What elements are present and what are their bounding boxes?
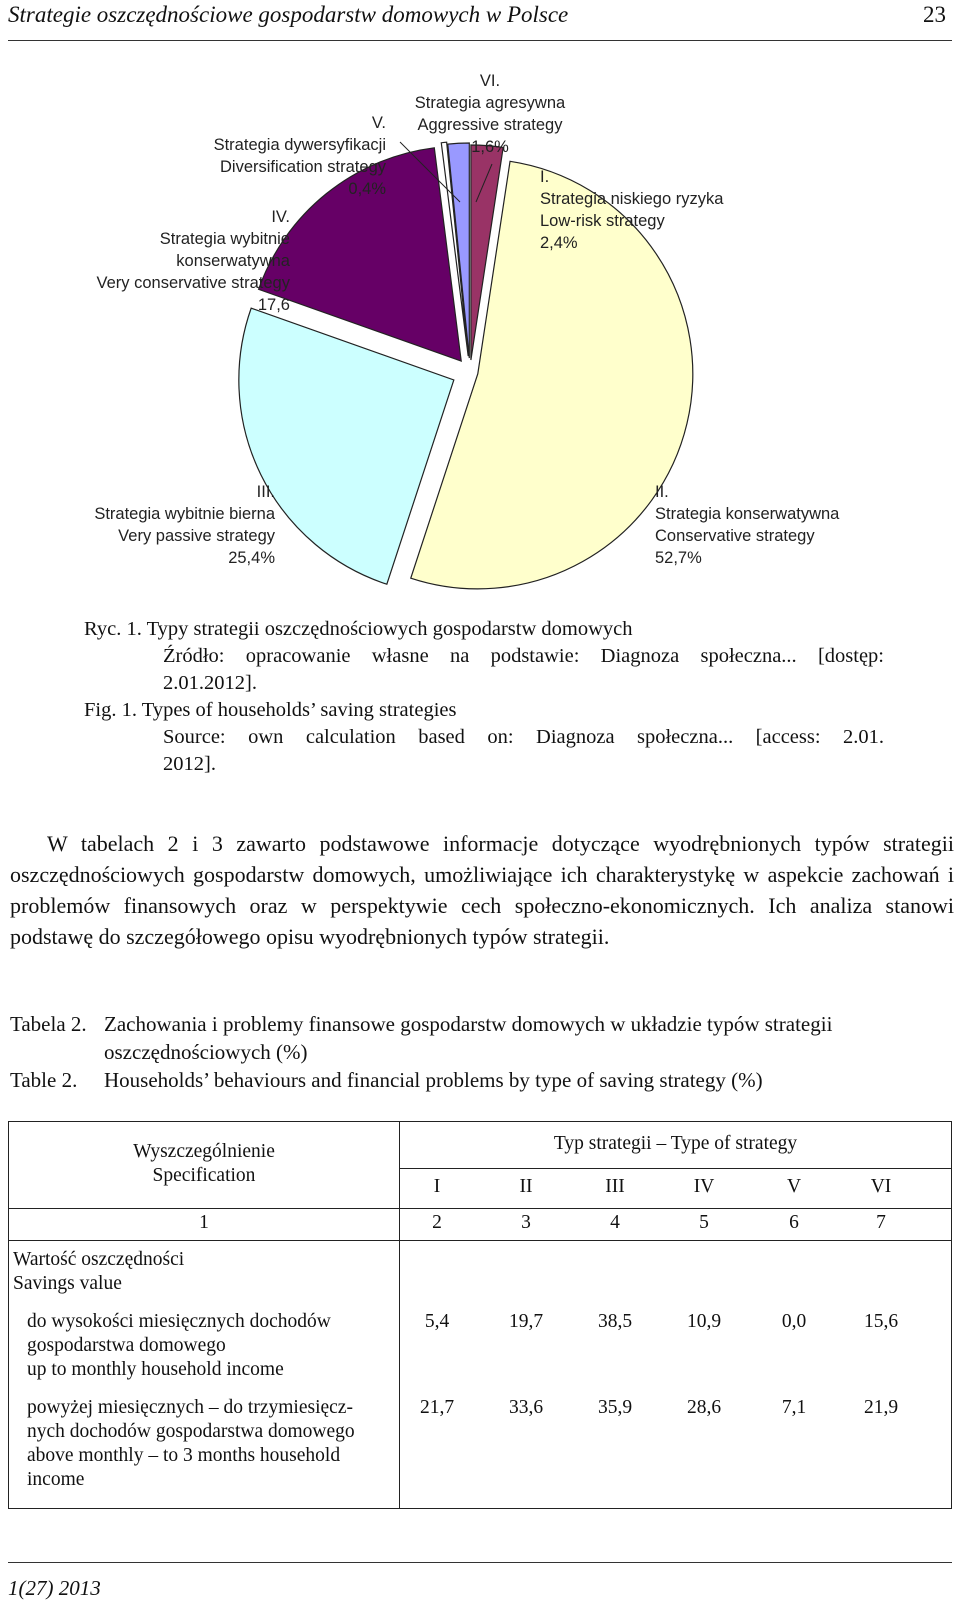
slice-label-iv (96, 208, 290, 314)
caption-en-source-cont: 2012]. (163, 753, 216, 775)
pie-chart (0, 42, 960, 602)
table-title-pl-text: Zachowania i problemy finansowe gospodarstw domowych w układzie typów strategii oszczędnościowych (%) (104, 1012, 833, 1064)
slice-label-line: Very conservative strategy (96, 274, 290, 292)
table-cell: 10,9 (686, 1311, 722, 1332)
table-divider (9, 1208, 952, 1209)
slice-label-line: Strategia wybitnie (159, 230, 290, 248)
slice-label-line: II. (655, 483, 669, 501)
caption-pl-title: Ryc. 1. Typy strategii oszczędnościowych gospodarstw domowych (84, 618, 633, 640)
table-row-label (27, 1310, 397, 1382)
slice-label-line: Aggressive strategy (417, 116, 563, 134)
slice-label-line: Strategia konserwatywna (655, 505, 840, 523)
col-number: 7 (876, 1212, 886, 1233)
table-title-en-text: Households’ behaviours and financial problems by type of saving strategy (%) (104, 1068, 763, 1092)
table-title-en-label: Table 2. (10, 1068, 78, 1092)
slice-label-line: 25,4% (228, 549, 275, 567)
slice-label-line: Conservative strategy (655, 527, 815, 545)
caption-en-title: Fig. 1. Types of households’ saving strategies (84, 699, 457, 721)
caption-en-source: Source: own calculation based on: Diagnoza społeczna... [access: 2.01. (163, 726, 884, 748)
slice-label-v (214, 114, 387, 198)
slice-label-iii (94, 483, 276, 567)
slice-label-line: 52,7% (655, 549, 702, 567)
section-label-pl: Wartość oszczędności (13, 1249, 185, 1270)
footer-divider (8, 1562, 952, 1563)
slice-label-line: V. (371, 114, 386, 132)
table-cell: 28,6 (686, 1397, 722, 1418)
table-row-label (27, 1396, 397, 1492)
figure-caption (84, 616, 884, 778)
caption-pl-source-cont: 2.01.2012]. (163, 672, 257, 694)
running-title: Strategie oszczędnościowe gospodarstw domowych w Polsce (8, 2, 569, 27)
type-col-header: VI (870, 1176, 892, 1197)
slice-label-line: 2,4% (540, 234, 578, 252)
row-label-line: up to monthly household income (27, 1359, 284, 1380)
slice-label-line: Strategia agresywna (414, 94, 566, 112)
slice-label-line: Very passive strategy (118, 527, 275, 545)
type-col-header: IV (693, 1176, 715, 1197)
table-cell: 38,5 (597, 1311, 633, 1332)
row-label-line: nych dochodów gospodarstwa domowego (27, 1421, 355, 1442)
row-label-line: income (27, 1469, 85, 1490)
table-cell: 33,6 (508, 1397, 544, 1418)
type-header: Typ strategii – Type of strategy (553, 1133, 798, 1154)
slice-label-line: 1,6% (471, 138, 509, 156)
type-col-header: I (433, 1176, 441, 1197)
table-cell: 5,4 (424, 1311, 450, 1332)
col-number: 3 (521, 1212, 531, 1233)
slice-label-line: Low-risk strategy (540, 212, 665, 230)
slice-label-vi (415, 72, 566, 156)
page-header (8, 0, 952, 41)
slice-label-line: konserwatywna (176, 252, 290, 270)
col-number: 2 (432, 1212, 442, 1233)
table-cell: 35,9 (597, 1397, 633, 1418)
table-cell: 21,7 (419, 1397, 455, 1418)
table-cell: 15,6 (863, 1311, 899, 1332)
slice-label-line: Strategia wybitnie bierna (94, 505, 275, 523)
col-number: 5 (699, 1212, 709, 1233)
slice-label-line: 0,4% (348, 180, 386, 198)
slice-label-ii (655, 483, 840, 567)
table-title-pl-label: Tabela 2. (10, 1012, 87, 1036)
slice-label-line: IV. (271, 208, 290, 226)
table-divider (9, 1240, 952, 1241)
caption-pl-source: Źródło: opracowanie własne na podstawie: Diagnoza społeczna... [dostęp: (163, 645, 884, 667)
spec-header (9, 1140, 399, 1188)
spec-header-en: Specification (152, 1165, 256, 1186)
section-label (13, 1248, 393, 1296)
page-number: 23 (923, 2, 946, 27)
table-cell: 19,7 (508, 1311, 544, 1332)
slice-label-line: VI. (479, 72, 501, 90)
table-cell: 0,0 (781, 1311, 807, 1332)
table-cell: 7,1 (781, 1397, 807, 1418)
slice-label-line: Strategia dywersyfikacji (213, 136, 386, 154)
slice-label-line: III. (256, 483, 275, 501)
table-cell: 21,9 (863, 1397, 899, 1418)
body-paragraph: W tabelach 2 i 3 zawarto podstawowe informacje dotyczące wyodrębnionych typów strategii oszczędnościowych gospodarstw domowych, umożliwiające ich charakterystykę w aspekcie zachowań i problemów finansowych oraz w perspektywie cech społeczno-ekonomicznych. Ich analiza stanowi podstawę do szczegółowego opisu wyodrębnionych typów strategii. (10, 831, 954, 949)
col-number: 4 (610, 1212, 620, 1233)
row-label-line: gospodarstwa domowego (27, 1335, 226, 1356)
footer-issue: 1(27) 2013 (8, 1576, 101, 1600)
col-number: 1 (199, 1212, 209, 1233)
row-label-line: do wysokości miesięcznych dochodów (27, 1311, 331, 1332)
type-col-header: II (519, 1176, 533, 1197)
col-number: 6 (789, 1212, 799, 1233)
data-table (8, 1121, 952, 1509)
section-label-en: Savings value (13, 1273, 122, 1294)
slice-label-line: Strategia niskiego ryzyka (540, 190, 724, 208)
slice-label-line: Diversification strategy (220, 158, 386, 176)
slice-label-line: I. (540, 168, 550, 186)
slice-label-line: 17,6 (257, 296, 290, 314)
spec-header-pl: Wyszczególnienie (133, 1141, 275, 1162)
table-title (10, 1010, 954, 1094)
type-col-header: III (605, 1176, 625, 1197)
row-label-line: above monthly – to 3 months household (27, 1445, 341, 1466)
row-label-line: powyżej miesięcznych – do trzymiesięcz- (27, 1397, 353, 1418)
type-col-header: V (786, 1176, 802, 1197)
table-divider (399, 1168, 952, 1169)
